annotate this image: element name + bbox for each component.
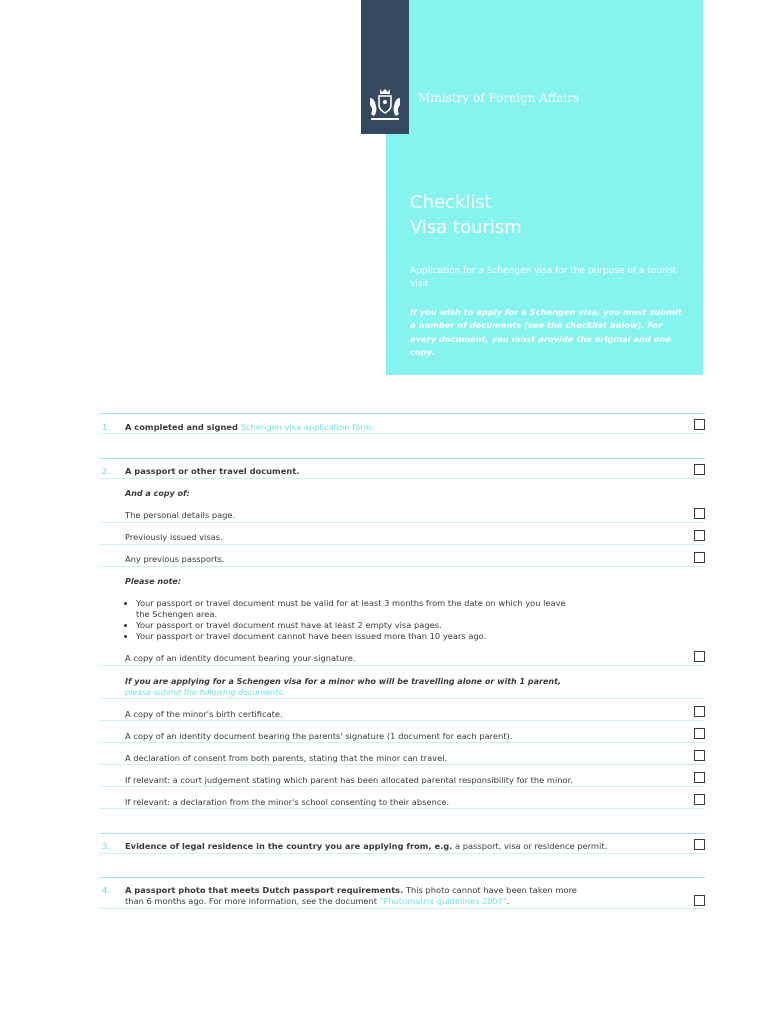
sub-1-checkbox[interactable] [694,508,705,519]
minor-2-checkbox[interactable] [694,728,705,739]
identity-checkbox[interactable] [694,651,705,662]
minor-3-checkbox[interactable] [694,750,705,761]
identity-document: A copy of an identity document bearing your signature. [125,653,356,663]
copy-of-note: And a copy of: [125,489,190,498]
divider [100,853,705,854]
item-number: 1. [102,422,110,432]
item-4-checkbox[interactable] [694,895,705,906]
item-number: 2. [102,466,110,476]
item-2-label: A passport or other travel document. [125,466,300,476]
divider [100,786,705,787]
item-1-label: A completed and signed [125,422,241,432]
minor-birth-certificate: A copy of the minor's birth certificate. [125,709,283,719]
item-4-line-1 [125,885,577,896]
item-number: 4. [102,885,110,895]
divider [100,458,705,459]
item-4-label: A passport photo that meets Dutch passport requirements. [125,885,404,895]
divider [100,566,705,567]
passport-requirements-list [118,598,576,642]
item-4-line-2-text: than 6 months ago. For more information, see the document [125,896,380,906]
application-form-link[interactable]: Schengen visa application form. [240,422,375,432]
divider [100,764,705,765]
divider [100,544,705,545]
minor-4-checkbox[interactable] [694,772,705,783]
item-4-line-2 [125,896,510,907]
divider [100,478,705,479]
intro-text: Application for a Schengen visa for the purpose of a tourist visit [410,266,677,289]
divider [100,665,705,666]
parents-identity-document: A copy of an identity document bearing the parents' signature (1 document for each parent). [125,731,513,741]
item-4-end: . [506,896,510,906]
minor-note-2: please submit the following documents: [125,688,286,697]
item-4-rest: This photo cannot have been taken more [403,885,577,895]
divider [100,522,705,523]
sub-2-checkbox[interactable] [694,530,705,541]
court-judgement: If relevant: a court judgement stating which parent has been allocated parental responsibility for the minor. [125,775,573,785]
coat-of-arms-icon [365,86,405,126]
ministry-name: Ministry of Foreign Affairs [418,91,580,105]
item-2-checkbox[interactable] [694,464,705,475]
please-note: Please note: [125,577,182,586]
divider [100,908,705,909]
list-item: • Your passport or travel document must have at least 2 empty visa pages. [136,620,576,631]
divider [100,877,705,878]
divider [100,833,705,834]
parents-consent-declaration: A declaration of consent from both parents, stating that the minor can travel. [125,753,448,763]
page-title: Checklist [410,192,492,213]
minor-1-checkbox[interactable] [694,706,705,717]
school-declaration: If relevant: a declaration from the minor's school consenting to their absence. [125,797,450,807]
minor-5-checkbox[interactable] [694,794,705,805]
sub-item-previous-visas: Previously issued visas. [125,532,223,542]
minor-note: If you are applying for a Schengen visa for a minor who will be travelling alone or with 1 parent, [125,677,561,686]
divider [100,742,705,743]
item-3-text [125,841,607,852]
list-item: • Your passport or travel document must be valid for at least 3 months from the date on which you leave the Schengen area. [136,598,576,620]
item-3-label: Evidence of legal residence in the country you are applying from, e.g. [125,841,453,851]
header-banner [409,0,703,134]
item-number: 3. [102,841,110,851]
sub-item-previous-passports: Any previous passports. [125,554,225,564]
divider [100,433,705,434]
divider [100,720,705,721]
sub-3-checkbox[interactable] [694,552,705,563]
emblem-band [361,0,409,134]
item-3-rest: a passport, visa or residence permit. [452,841,608,851]
page-subtitle: Visa tourism [410,217,522,238]
sub-item-personal-details: The personal details page. [125,510,236,520]
divider [100,808,705,809]
item-3-checkbox[interactable] [694,839,705,850]
intro-instructions: If you wish to apply for a Schengen visa, you must submit a number of documents (see the checklist below). For every document, you must provide the original and one copy. [410,307,682,357]
divider [100,698,705,699]
divider [100,413,705,414]
item-1-text [125,422,374,433]
photomatrix-guidelines-link[interactable]: "Photomatrix guidelines 2007" [379,896,507,906]
list-item: • Your passport or travel document cannot have been issued more than 10 years ago. [136,631,576,642]
item-1-checkbox[interactable] [694,419,705,430]
